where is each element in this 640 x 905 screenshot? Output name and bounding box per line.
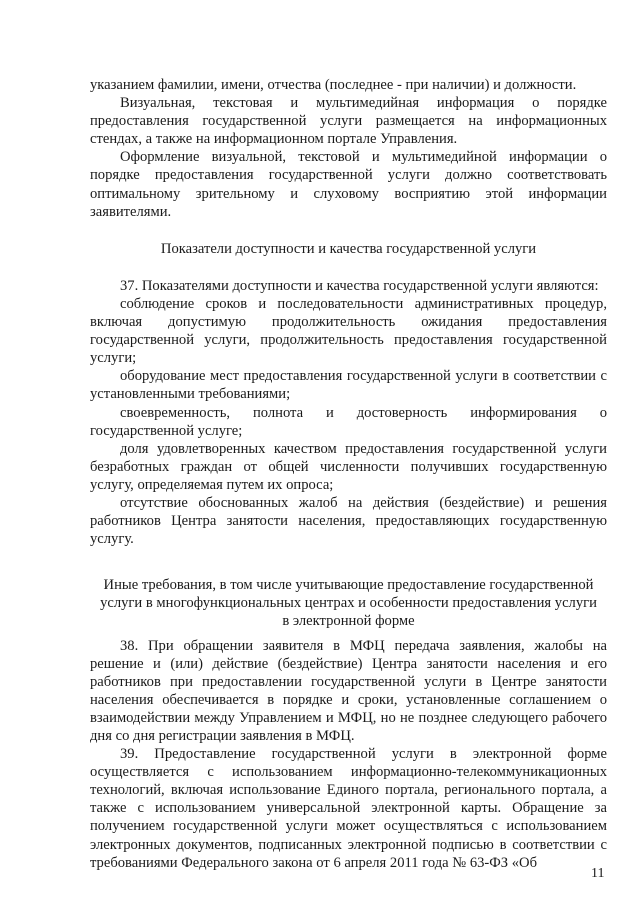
list-item: своевременность, полнота и достоверность информирования о государственной услуге; [90, 404, 607, 439]
paragraph-visual-info: Визуальная, текстовая и мультимедийная информация о порядке предоставления государственной услуги размещается на информационных стендах, а также на информационном портале Управления. [90, 95, 607, 148]
list-item: соблюдение сроков и последовательности административных процедур, включая допустимую продолжительность ожидания предоставления государственной услуги, продолжительность предоставления государственной услуги; [90, 295, 607, 367]
list-item: доля удовлетворенных качеством предоставления государственной услуги безработных граждан от общей численности получивших государственную услугу, определяемая путем их опроса; [90, 440, 607, 493]
paragraph-37-intro: 37. Показателями доступности и качества государственной услуги являются: [120, 277, 599, 294]
heading-line: в электронной форме [282, 613, 415, 630]
document-body [90, 76, 607, 872]
quality-indicators-list [90, 295, 607, 548]
page-number: 11 [591, 866, 605, 881]
heading-line: услуги в многофункциональных центрах и особенности предоставления услуги [100, 595, 597, 612]
heading-line: Иные требования, в том числе учитывающие предоставление государственной [103, 577, 594, 594]
paragraph-continuation: указанием фамилии, имени, отчества (последнее - при наличии) и должности. [90, 77, 577, 93]
section-heading-other-requirements [90, 576, 607, 630]
paragraph-39: 39. Предоставление государственной услуги в электронной форме осуществляется с использованием информационно-телекоммуникационных технологий, включая использование Единого портала, регионального портала, а также с использованием универсальной электронной карты. Обращение за получением государственной услуги может осуществляться с использованием электронных документов, подписанных электронной подписью в соответствии с требованиями Федерального закона от 6 апреля 2011 года № 63-ФЗ «Об [90, 746, 607, 871]
paragraph-info-design: Оформление визуальной, текстовой и мультимедийной информации о порядке предоставления государственной услуги должно соответствовать оптимальному зрительному и слуховому восприятию этой информации заявителями. [90, 149, 607, 220]
section-heading-quality: Показатели доступности и качества государственной услуги [160, 240, 537, 257]
list-item: оборудование мест предоставления государственной услуги в соответствии с установленными требованиями; [90, 368, 607, 403]
list-item: отсутствие обоснованных жалоб на действия (бездействие) и решения работников Центра занятости населения, предоставляющих государственную услугу. [90, 494, 607, 548]
paragraph-38: 38. При обращении заявителя в МФЦ передача заявления, жалобы на решение и (или) действие (бездействие) Центра занятости населения и его работников при предоставлении государственной услуги в Центре занятости населения обеспечивается в порядке и сроки, установленные соглашением о взаимодействии между Управлением и МФЦ, но не позднее следующего рабочего дня со дня регистрации заявления в МФЦ. [90, 637, 607, 744]
